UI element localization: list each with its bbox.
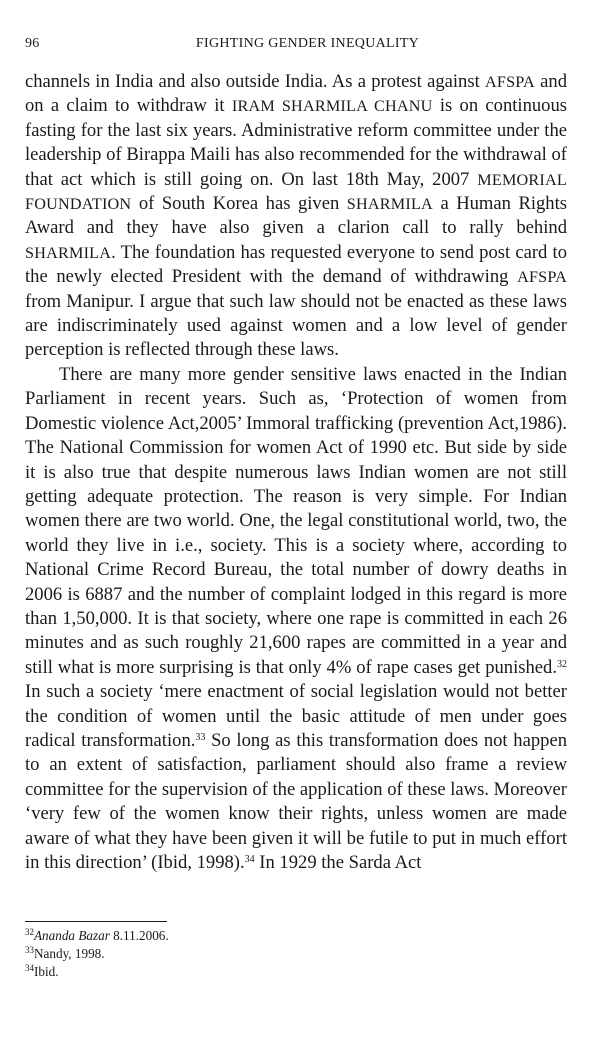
text-run: channels in India and also outside India. As a protest against: [25, 71, 485, 92]
paragraph-1: [25, 70, 567, 363]
text-run: . The foundation has requested everyone to send post card to the newly elected President with the demand of withdrawing: [25, 241, 567, 288]
acronym-afspa: AFSPA: [517, 268, 567, 287]
text-run: In 1929 the Sarda Act: [254, 852, 422, 873]
page-number: 96: [25, 36, 40, 51]
footnote-number: 32: [25, 927, 34, 937]
paragraph-2: [25, 363, 567, 876]
footnote-divider: [25, 921, 167, 922]
text-run: and on a claim to withdraw it: [25, 71, 567, 117]
footnote-ref-34[interactable]: 34: [244, 854, 255, 865]
person-name: IRAM SHARMILA CHANU: [231, 97, 433, 116]
footnote-32: [25, 927, 169, 945]
text-run: is on continuous fasting for the last six years. Administrative reform committee under the leadership of Birappa Maili has also recommended for the withdrawal of that act which is still going on. On last 18th May, 2007: [25, 95, 568, 190]
footnote-33: [25, 945, 169, 963]
person-name: SHARMILA: [346, 195, 433, 214]
running-head: [25, 36, 570, 56]
text-run: So long as this transformation does not happen to an extent of satisfaction, parliament should also frame a review committee for the supervision of the application of these laws. Moreover ‘very few of the women know their rights, unless women are made aware of what they have been given it will be futile to put in much effort in this direction’ (Ibid, 1998).: [25, 729, 567, 873]
footnote-34: [25, 963, 169, 981]
footnote-number: 33: [25, 945, 34, 955]
running-title: FIGHTING GENDER INEQUALITY: [195, 36, 420, 51]
footnotes: [25, 927, 169, 981]
body-text: [25, 70, 567, 875]
text-run: a Human Rights Award and they have also given a clarion call to rally behind: [25, 193, 568, 239]
text-run: of South Korea has given: [131, 193, 347, 215]
footnote-text: Ibid.: [34, 964, 59, 979]
text-run: In such a society ‘mere enactment of social legislation would not better the condition of women until the basic attitude of men under goes radical transformation.: [25, 681, 567, 751]
acronym-afspa: AFSPA: [484, 73, 535, 91]
footnote-text: Nandy, 1998.: [34, 946, 105, 961]
footnote-number: 34: [25, 963, 34, 973]
person-name: SHARMILA: [25, 243, 112, 262]
footnote-ref-32[interactable]: 32: [557, 658, 567, 670]
footnote-text: 8.11.2006.: [109, 928, 169, 943]
footnote-ref-33[interactable]: 33: [195, 731, 206, 743]
text-run: There are many more gender sensitive laws enacted in the Indian Parliament in recent years. Such as, ‘Protection of women from Domestic violence Act,2005’ Immoral trafficking (prevention Act,1986). The National Commission for women Act of 1990 etc. But side by side it is also true that despite numerous laws Indian women are not still getting adequate protection. The reason is very simple. For Indian women there are two world. One, the legal constitutional world, two, the world they live in i.e., society. This is a society where, according to National Crime Record Bureau, the total number of dowry deaths in 2006 is 6887 and the number of complaint lodged in this regard is more than 1,50,000. It is that society, where one rape is committed in each 26 minutes and as such roughly 21,600 rapes are committed in a year and still what is more surprising is that only 4% of rape cases get punished.: [25, 363, 567, 678]
footnote-source: Ananda Bazar: [34, 928, 110, 943]
text-run: from Manipur. I argue that such law should not be enacted as these laws are indiscriminately used against women and a low level of gender perception is reflected through these laws.: [25, 290, 567, 361]
organization-name: MEMORIAL FOUNDATION: [25, 170, 567, 214]
